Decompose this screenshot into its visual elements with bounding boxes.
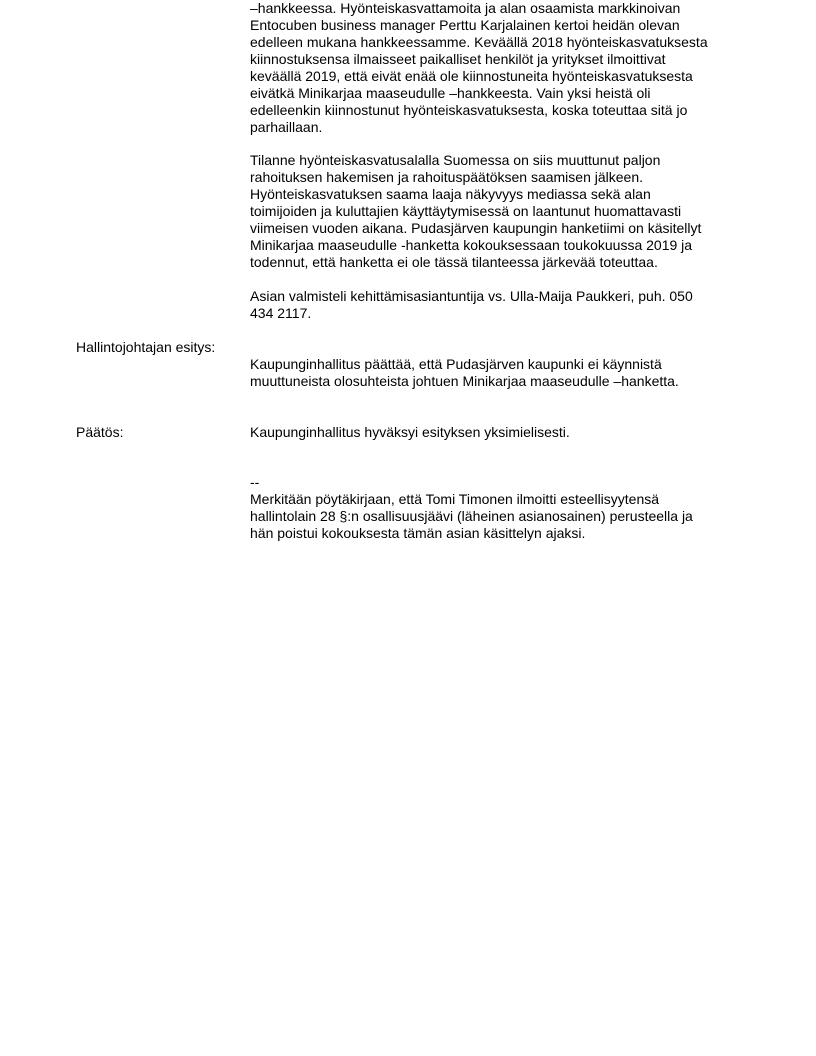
intro-line: –hankkeessa. Hyönteiskasvattamoita ja alan osaamista markkinoivan — [250, 0, 681, 16]
situation-paragraph — [250, 152, 745, 271]
proposal-label: Hallintojohtajan esitys: — [76, 339, 216, 355]
situation-line: rahoituksen hakemisen ja rahoituspäätöksen saamisen jälkeen. — [250, 169, 644, 185]
intro-paragraph — [250, 0, 745, 136]
situation-line: Hyönteiskasvatuksen saama laaja näkyvyys mediassa sekä alan — [250, 186, 651, 202]
decision-text — [250, 424, 745, 441]
situation-line: Minikarjaa maaseudulle -hanketta kokouksessaan toukokuussa 2019 ja — [250, 237, 693, 253]
preparer-line: 434 2117. — [250, 305, 312, 321]
note-line: Merkitään pöytäkirjaan, että Tomi Timonen ilmoitti esteellisyytensä — [250, 491, 660, 507]
situation-line: Tilanne hyönteiskasvatusalalla Suomessa on siis muuttunut paljon — [250, 152, 661, 168]
proposal-line: Kaupunginhallitus päättää, että Pudasjärven kaupunki ei käynnistä — [250, 356, 662, 372]
intro-line: Entocuben business manager Perttu Karjalainen kertoi heidän olevan — [250, 17, 680, 33]
note-section — [250, 474, 745, 542]
intro-line: kiinnostuksensa ilmaisseet paikalliset henkilöt ja yritykset ilmoittivat — [250, 51, 666, 67]
note-separator: -- — [250, 474, 260, 490]
intro-line: edelleenkin kiinnostunut hyönteiskasvatuksesta, koska toteuttaa sitä jo — [250, 102, 688, 118]
decision-label: Päätös: — [76, 424, 124, 440]
intro-line: eivätkä Minikarjaa maaseudulle –hankkeesta. Vain yksi heistä oli — [250, 85, 651, 101]
note-line: hallintolain 28 §:n osallisuusjäävi (läheinen asianosainen) perusteella ja — [250, 508, 693, 524]
intro-line: keväällä 2019, että eivät enää ole kiinnostuneita hyönteiskasvatuksesta — [250, 68, 693, 84]
preparer-paragraph — [250, 288, 745, 322]
intro-line: edelleen mukana hankkeessamme. Keväällä 2018 hyönteiskasvatuksesta — [250, 34, 708, 50]
intro-line: parhaillaan. — [250, 119, 323, 135]
situation-line: toimijoiden ja kuluttajien käyttäytymisessä on laantunut huomattavasti — [250, 203, 682, 219]
proposal-text — [250, 356, 745, 390]
situation-line: todennut, että hanketta ei ole tässä tilanteessa järkevää toteuttaa. — [250, 254, 658, 270]
proposal-line: muuttuneista olosuhteista johtuen Minikarjaa maaseudulle –hanketta. — [250, 373, 679, 389]
preparer-line: Asian valmisteli kehittämisasiantuntija vs. Ulla-Maija Paukkeri, puh. 050 — [250, 288, 693, 304]
note-line: hän poistui kokouksesta tämän asian käsittelyn ajaksi. — [250, 525, 586, 541]
decision-line: Kaupunginhallitus hyväksyi esityksen yksimielisesti. — [250, 424, 570, 440]
situation-line: viimeisen vuoden aikana. Pudasjärven kaupungin hanketiimi on käsitellyt — [250, 220, 702, 236]
